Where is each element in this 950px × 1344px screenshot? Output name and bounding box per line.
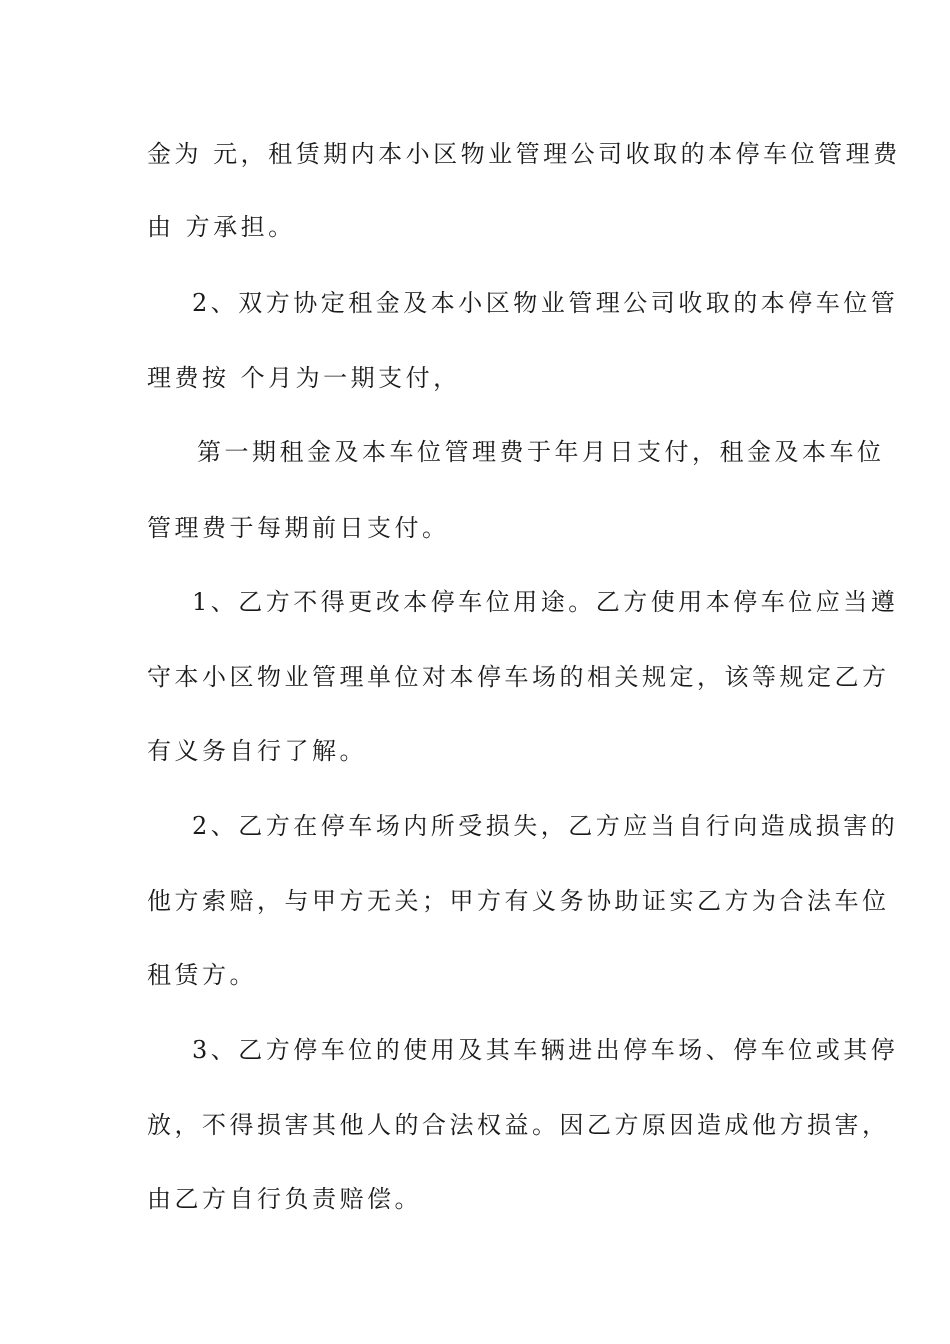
text-line: 守本小区物业管理单位对本停车场的相关规定，该等规定乙方 [147, 663, 890, 691]
text-line: 1、乙方不得更改本停车位用途。乙方使用本停车位应当遵 [192, 588, 899, 616]
text-line: 2、乙方在停车场内所受损失，乙方应当自行向造成损害的 [192, 812, 899, 840]
text-line: 有义务自行了解。 [147, 737, 367, 765]
text-line: 由乙方自行负责赔偿。 [147, 1185, 422, 1213]
text-line: 2、双方协定租金及本小区物业管理公司收取的本停车位管 [192, 289, 899, 317]
text-line: 管理费于每期前日支付。 [147, 514, 450, 542]
text-line: 他方索赔，与甲方无关；甲方有义务协助证实乙方为合法车位 [147, 887, 890, 915]
text-line: 第一期租金及本车位管理费于年月日支付，租金及本车位 [197, 438, 885, 466]
text-line: 理费按 个月为一期支付， [147, 364, 461, 392]
text-line: 3、乙方停车位的使用及其车辆进出停车场、停车位或其停 [192, 1036, 899, 1064]
text-line: 由 方承担。 [147, 213, 296, 241]
text-line: 租赁方。 [147, 961, 257, 989]
text-line: 金为 元，租赁期内本小区物业管理公司收取的本停车位管理费 [147, 140, 901, 168]
text-line: 放，不得损害其他人的合法权益。因乙方原因造成他方损害， [147, 1111, 890, 1139]
